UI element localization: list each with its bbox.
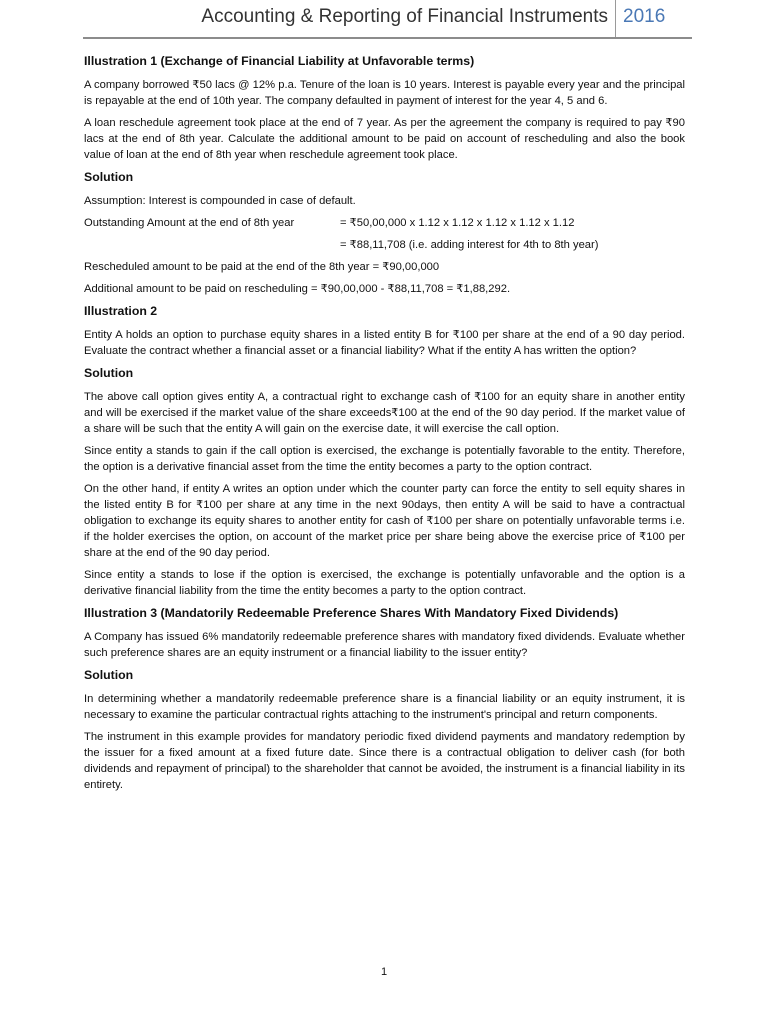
solution-paragraph: On the other hand, if entity A writes an option under which the counter party can force the entity to sell equity shares in the listed entity B for ₹100 per share at any time in the next 90days, then entity A will be said to have a contractual obligation to exchange its equity shares to another entity for cash of ₹100 per share on potentially unfavorable terms i.e. if the holder exercises the option, on account of the market price per share being above the exercise price of ₹100 per share at the end of the 90 day period. bbox=[84, 483, 685, 559]
solution-paragraph: The above call option gives entity A, a contractual right to exchange cash of ₹100 for an equity share in another entity and will be exercised if the market value of the share exceeds₹100 at the end of the 90 day period. If the market value of a share will be such that the entity A will gain on the exercise date, it will exercise the call option. bbox=[84, 391, 685, 435]
solution-paragraph: Since entity a stands to gain if the call option is exercised, the exchange is potentially favorable to the entity. Therefore, the option is a derivative financial asset from the time the entity becomes a party to the option contract. bbox=[84, 445, 685, 473]
solution-heading: Solution bbox=[84, 170, 134, 184]
solution-paragraph: In determining whether a mandatorily redeemable preference share is a financial liability or an equity instrument, it is necessary to examine the particular contractual rights attaching to the instrument's principal and return components. bbox=[84, 693, 685, 721]
illustration-3-heading: Illustration 3 (Mandatorily Redeemable Preference Shares With Mandatory Fixed Dividends) bbox=[84, 606, 619, 620]
illustration-1-paragraph: A company borrowed ₹50 lacs @ 12% p.a. Tenure of the loan is 10 years. Interest is payable every year and the principal is repayable at the end of 10th year. The company defaulted in payment of interest for the year 4, 5 and 6. bbox=[84, 79, 685, 107]
header-rule bbox=[83, 37, 692, 39]
header-year: 2016 bbox=[623, 6, 666, 27]
solution-paragraph: The instrument in this example provides for mandatory periodic fixed dividend payments and mandatory redemption by the issuer for a fixed amount at a fixed future date. Since there is a contractual obligation to deliver cash (for both dividends and repayment of principal) to the shareholder that cannot be avoided, the instrument is a financial liability in its entirety. bbox=[84, 731, 685, 791]
document-body bbox=[84, 53, 685, 799]
calculation-row bbox=[84, 237, 685, 253]
assumption-text: Assumption: Interest is compounded in case of default. bbox=[84, 195, 356, 207]
solution-heading: Solution bbox=[84, 366, 134, 380]
page-header bbox=[0, 0, 768, 38]
illustration-3-paragraph: A Company has issued 6% mandatorily redeemable preference shares with mandatory fixed dividends. Evaluate whether such preference shares are an equity instrument or a financial liability to the issuer entity? bbox=[84, 631, 685, 659]
solution-paragraph: Since entity a stands to lose if the option is exercised, the exchange is potentially unfavorable and the option is a derivative financial liability from the time the entity becomes a party to the option contract. bbox=[84, 569, 685, 597]
header-divider bbox=[615, 0, 616, 37]
illustration-2-heading: Illustration 2 bbox=[84, 304, 158, 318]
calculation-row bbox=[84, 215, 685, 231]
header-title: Accounting & Reporting of Financial Instruments bbox=[201, 6, 608, 27]
solution-heading: Solution bbox=[84, 668, 134, 682]
rescheduled-amount: Rescheduled amount to be paid at the end of the 8th year = ₹90,00,000 bbox=[84, 261, 440, 273]
additional-amount: Additional amount to be paid on rescheduling = ₹90,00,000 - ₹88,11,708 = ₹1,88,292. bbox=[84, 283, 511, 295]
illustration-1-heading: Illustration 1 (Exchange of Financial Liability at Unfavorable terms) bbox=[84, 54, 475, 68]
calculation-result: = ₹88,11,708 (i.e. adding interest for 4th to 8th year) bbox=[340, 239, 599, 251]
page-number: 1 bbox=[380, 966, 388, 978]
calculation-value: = ₹50,00,000 x 1.12 x 1.12 x 1.12 x 1.12 x 1.12 bbox=[340, 217, 575, 229]
calculation-label: Outstanding Amount at the end of 8th year bbox=[84, 217, 295, 229]
illustration-1-paragraph: A loan reschedule agreement took place at the end of 7 year. As per the agreement the company is required to pay ₹90 lacs at the end of 8th year. Calculate the additional amount to be paid on account of rescheduling and also the book value of loan at the end of 8th year when reschedule agreement took place. bbox=[84, 117, 685, 161]
illustration-2-paragraph: Entity A holds an option to purchase equity shares in a listed entity B for ₹100 per share at the end of a 90 day period. Evaluate the contract whether a financial asset or a financial liability? What if the entity A has written the option? bbox=[84, 329, 685, 357]
